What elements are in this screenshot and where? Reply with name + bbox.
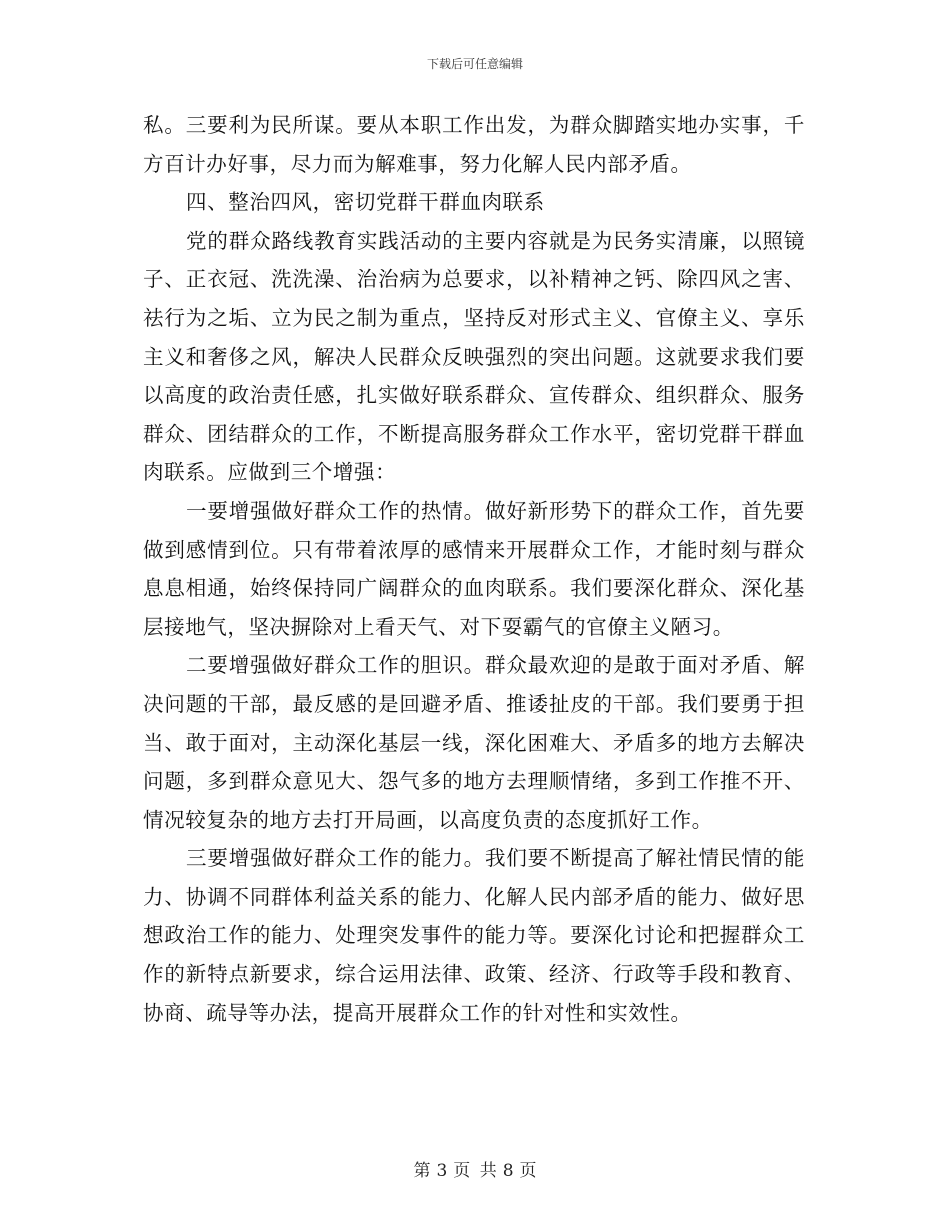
paragraph: 党的群众路线教育实践活动的主要内容就是为民务实清廉，以照镜子、正衣冠、洗洗澡、治治病为总要求，以补精神之钙、除四风之害、祛行为之垢、立为民之制为重点，坚持反对形式主义、官僚主义、享乐主义和奢侈之风，解决人民群众反映强烈的突出问题。这就要求我们要以高度的政治责任感，扎实做好联系群众、宣传群众、组织群众、服务群众、团结群众的工作，不断提高服务群众工作水平，密切党群干群血肉联系。应做到三个增强： — [143, 228, 805, 485]
paragraph-continuation: 私。三要利为民所谋。要从本职工作出发，为群众脚踏实地办实事，千方百计办好事，尽力而为解难事，努力化解人民内部矛盾。 — [143, 113, 805, 176]
footer-total-pages: 8 — [502, 1161, 514, 1181]
footer-middle: 页 共 — [453, 1161, 497, 1181]
paragraph: 二要增强做好群众工作的胆识。群众最欢迎的是敢于面对矛盾、解决问题的干部，最反感的是回避矛盾、推诿扯皮的干部。我们要勇于担当、敢于面对，主动深化基层一线，深化困难大、矛盾多的地方去解决问题，多到群众意见大、怨气多的地方去理顺情绪，多到工作推不开、情况较复杂的地方去打开局画，以高度负责的态度抓好工作。 — [143, 653, 805, 832]
footer-suffix: 页 — [519, 1161, 537, 1181]
page-footer — [0, 1156, 950, 1181]
paragraph: 三要增强做好群众工作的能力。我们要不断提高了解社情民情的能力、协调不同群体利益关系的能力、化解人民内部矛盾的能力、做好思想政治工作的能力、处理突发事件的能力等。要深化讨论和把握群众工作的新特点新要求，综合运用法律、政策、经济、行政等手段和教育、协商、疏导等办法，提高开展群众工作的针对性和实效性。 — [143, 846, 805, 1025]
paragraph: 一要增强做好群众工作的热情。做好新形势下的群众工作，首先要做到感情到位。只有带着浓厚的感情来开展群众工作，才能时刻与群众息息相通，始终保持同广阔群众的血肉联系。我们要深化群众、深化基层接地气，坚决摒除对上看天气、对下耍霸气的官僚主义陋习。 — [143, 498, 805, 639]
section-heading: 四、整治四风，密切党群干群血肉联系 — [186, 190, 545, 215]
footer-page-number: 3 — [436, 1161, 448, 1181]
footer-prefix: 第 — [413, 1161, 431, 1181]
header-note: 下载后可任意编辑 — [426, 57, 523, 71]
document-body — [143, 106, 805, 1032]
page-header — [0, 55, 950, 72]
